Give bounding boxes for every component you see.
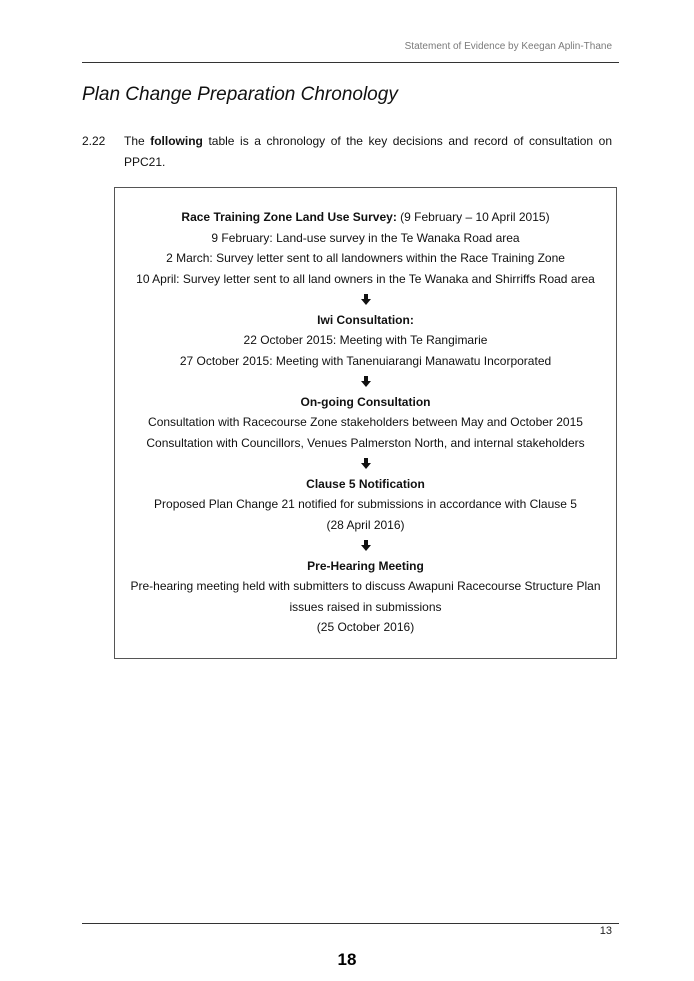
prehearing-heading: Pre-Hearing Meeting xyxy=(307,558,424,573)
chronology-box xyxy=(114,187,617,659)
survey-heading-bold: Race Training Zone Land Use Survey: xyxy=(181,210,397,224)
survey-line: 10 April: Survey letter sent to all land owners in the Te Wanaka and Shirriffs Road area xyxy=(136,271,595,286)
clause5-heading: Clause 5 Notification xyxy=(306,476,425,491)
header-rule xyxy=(82,62,619,63)
prehearing-line: Pre-hearing meeting held with submitters to discuss Awapuni Racecourse Structure Plan xyxy=(130,579,601,593)
page-title: Plan Change Preparation Chronology xyxy=(82,84,398,105)
ongoing-line: Consultation with Councillors, Venues Palmerston North, and internal stakeholders xyxy=(146,435,585,450)
chronology-content xyxy=(115,207,616,638)
paragraph-text xyxy=(124,131,612,173)
paragraph-text-start: The xyxy=(124,134,151,148)
page-header: Statement of Evidence by Keegan Aplin-Thane xyxy=(404,41,612,52)
iwi-heading: Iwi Consultation: xyxy=(317,312,414,327)
paragraph-number: 2.22 xyxy=(82,134,106,148)
page-number: 13 xyxy=(599,925,612,937)
prehearing-line: issues raised in submissions xyxy=(289,599,442,614)
down-arrow-icon xyxy=(115,289,616,310)
paragraph-text-bold: following xyxy=(150,134,203,148)
prehearing-line: (25 October 2016) xyxy=(316,620,415,634)
survey-heading-dates: (9 February – 10 April 2015) xyxy=(396,210,550,224)
down-arrow-icon xyxy=(115,453,616,474)
footer-rule xyxy=(82,923,619,924)
iwi-line: 22 October 2015: Meeting with Te Rangimarie xyxy=(243,333,488,347)
survey-line: 9 February: Land-use survey in the Te Wanaka Road area xyxy=(211,230,520,245)
down-arrow-icon xyxy=(115,535,616,556)
paragraph-text-end: table is a chronology of the key decisions and record of consultation on PPC21. xyxy=(124,134,612,169)
folio-number: 18 xyxy=(337,950,357,969)
clause5-line: (28 April 2016) xyxy=(326,517,405,532)
ongoing-heading: On-going Consultation xyxy=(300,394,431,409)
survey-line: 2 March: Survey letter sent to all landowners within the Race Training Zone xyxy=(166,251,565,265)
iwi-line: 27 October 2015: Meeting with Tanenuiarangi Manawatu Incorporated xyxy=(179,353,552,368)
down-arrow-icon xyxy=(115,371,616,392)
paragraph-2-22 xyxy=(82,131,612,173)
survey-heading xyxy=(115,207,616,228)
ongoing-line: Consultation with Racecourse Zone stakeholders between May and October 2015 xyxy=(148,415,583,429)
clause5-line: Proposed Plan Change 21 notified for submissions in accordance with Clause 5 xyxy=(154,497,577,511)
